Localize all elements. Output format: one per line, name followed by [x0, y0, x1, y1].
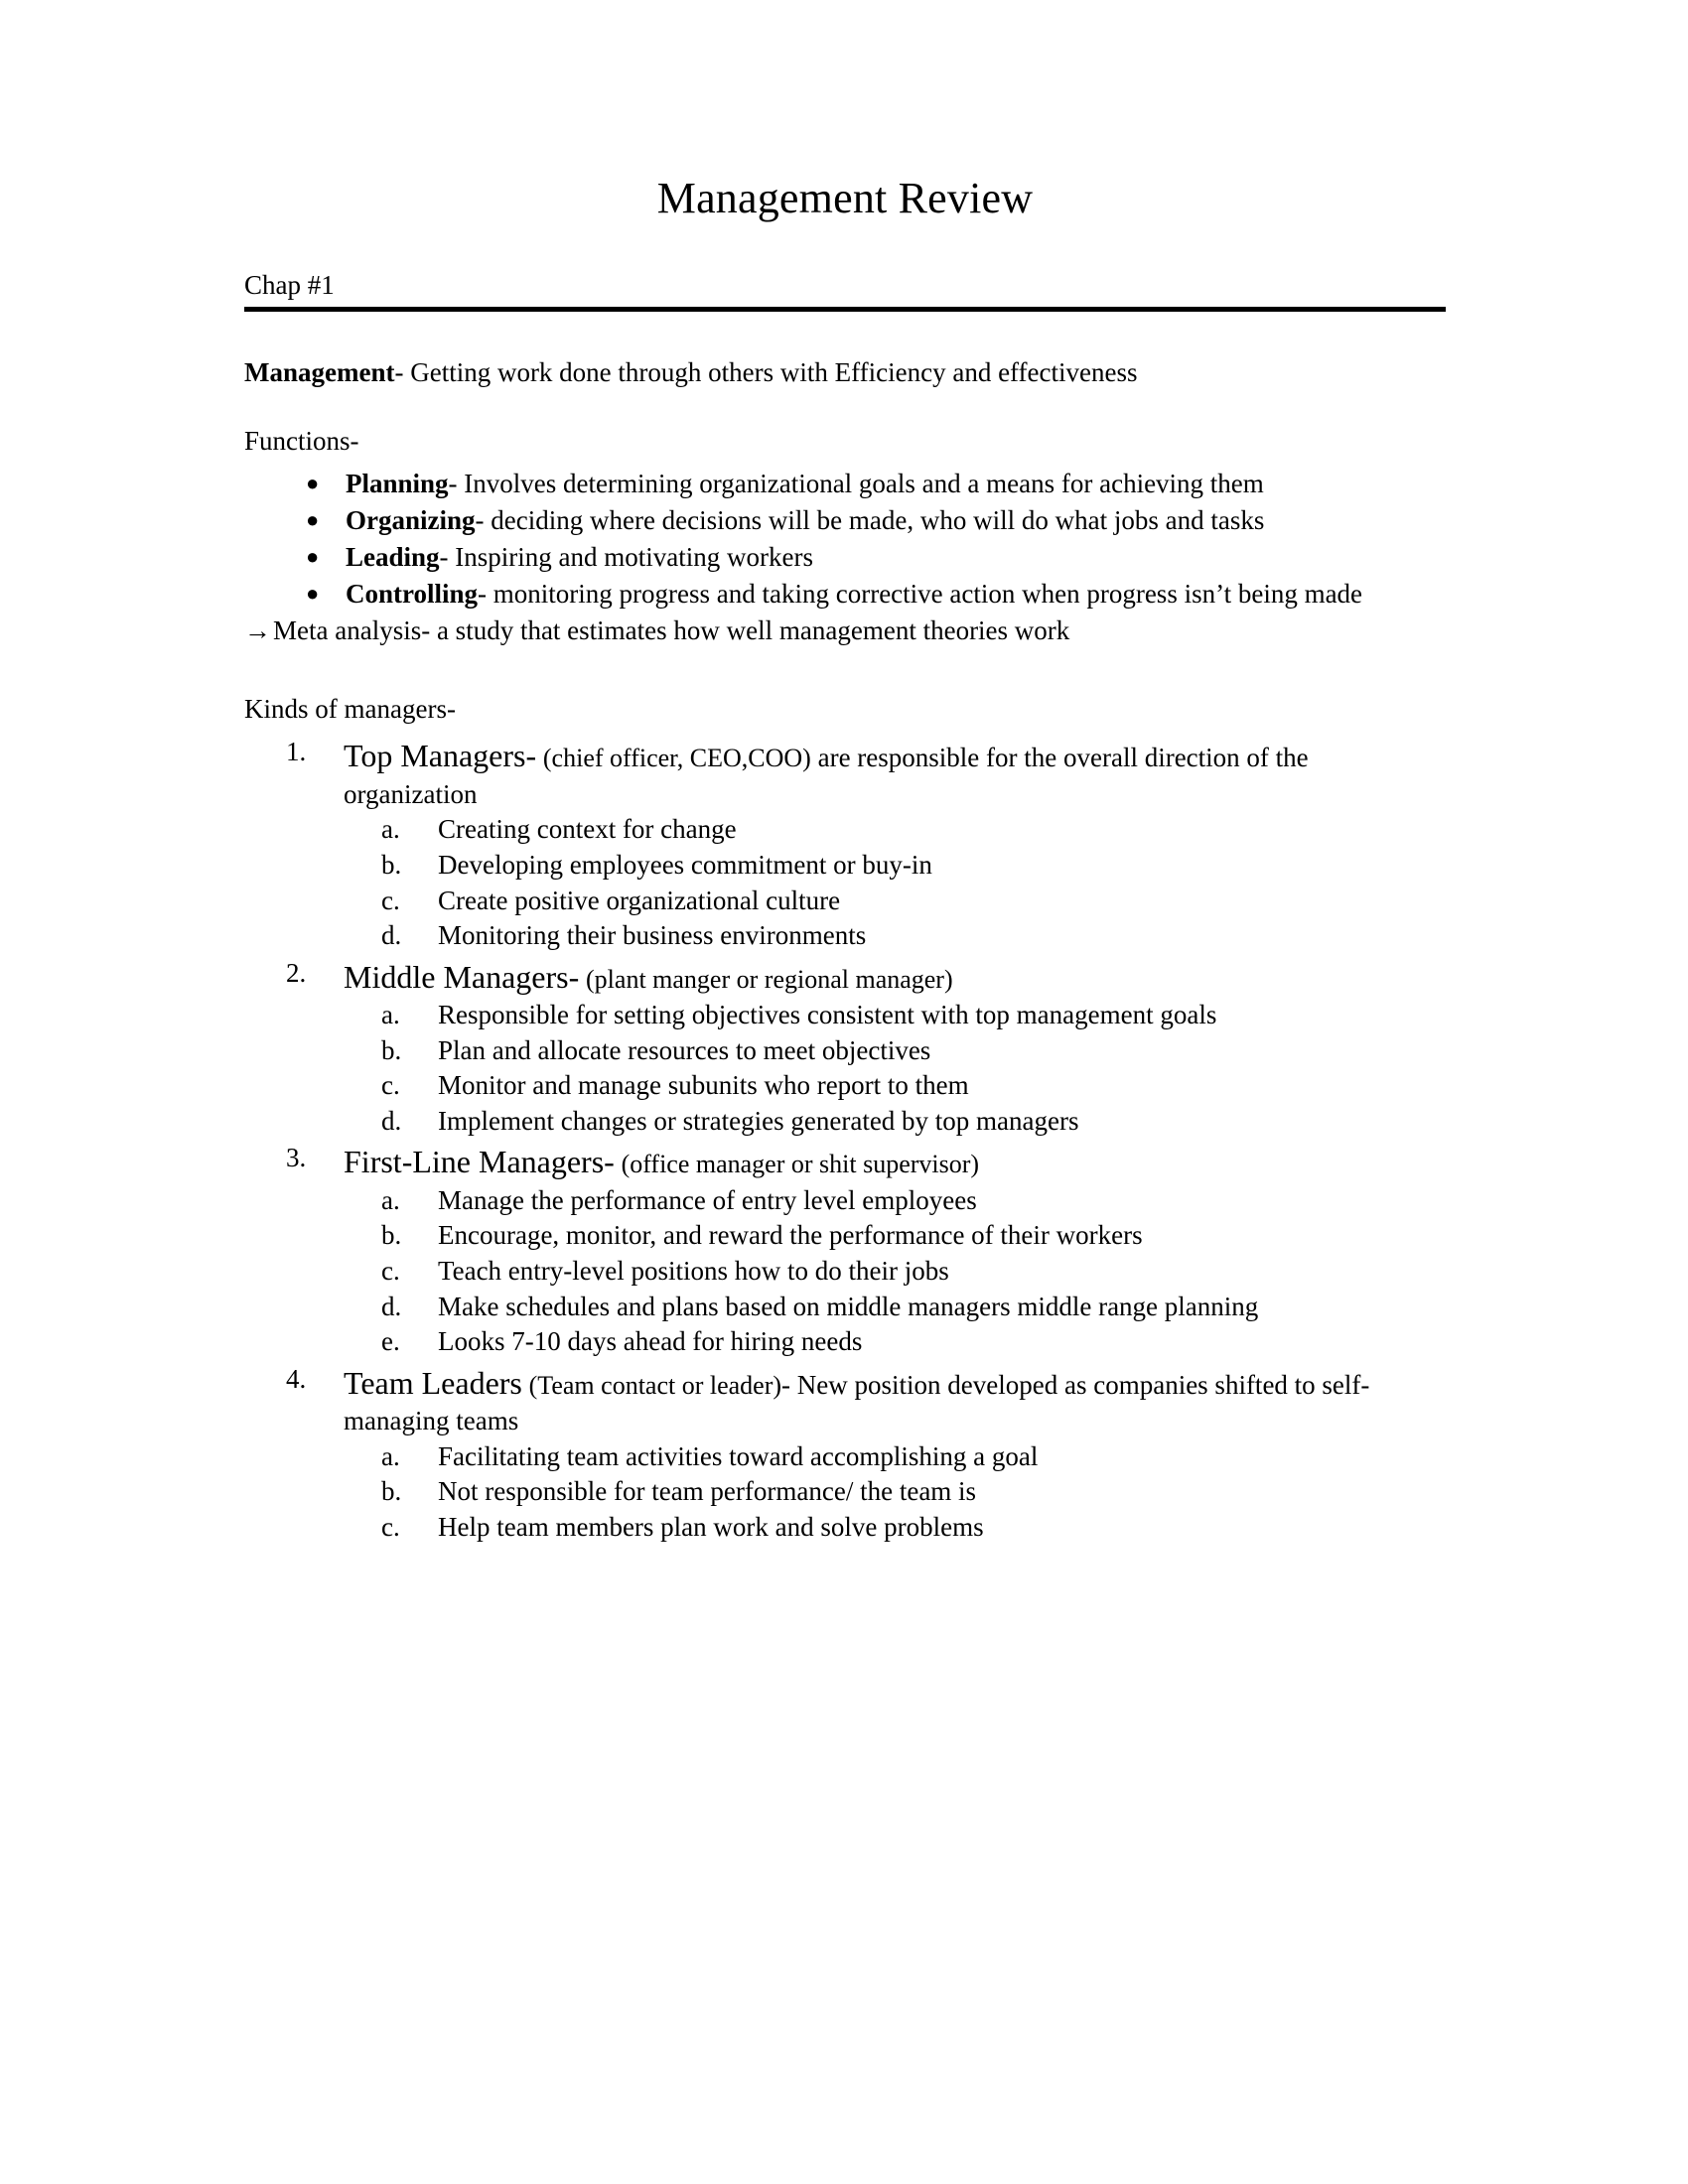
list-item	[344, 1183, 1446, 1219]
list-item	[244, 503, 1446, 538]
manager-kind-item	[244, 1362, 1446, 1546]
item-number: 4.	[286, 1363, 307, 1394]
list-item	[244, 540, 1446, 575]
section-spacer	[244, 656, 1446, 692]
list-item	[244, 577, 1446, 612]
manager-kind-detail: (chief officer, CEO,COO)	[542, 744, 811, 773]
list-item	[344, 1218, 1446, 1254]
sub-item-letter: b.	[381, 1476, 402, 1507]
item-number: 3.	[286, 1143, 307, 1173]
sub-item-letter: c.	[381, 1511, 400, 1542]
sub-item-letter: b.	[381, 1034, 402, 1065]
manager-kind-subitems	[344, 812, 1446, 954]
manager-kind-title: Middle Managers-	[344, 958, 580, 995]
manager-kind-subitems	[344, 1183, 1446, 1360]
kinds-of-managers-list	[244, 735, 1446, 1545]
sub-item-letter: d.	[381, 1291, 402, 1321]
manager-kind-heading	[344, 735, 1446, 812]
manager-kind-rest: - New position developed as companies shifted to self-managing teams	[344, 1369, 1370, 1436]
manager-kind-item	[244, 735, 1446, 953]
manager-kind-detail: (Team contact or leader)	[528, 1370, 782, 1400]
item-number: 2.	[286, 957, 307, 988]
function-term: Controlling	[346, 579, 479, 610]
chapter-label: Chap #1	[244, 269, 335, 300]
sub-item-letter: d.	[381, 1105, 402, 1136]
chapter-heading-block	[244, 270, 1446, 312]
sub-item-text: Manage the performance of entry level employees	[438, 1184, 977, 1215]
sub-item-text: Creating context for change	[438, 814, 737, 845]
sub-item-letter: a.	[381, 814, 400, 845]
manager-kind-detail: (office manager or shit supervisor)	[621, 1150, 980, 1179]
management-term: Management	[244, 356, 395, 387]
sub-item-text: Responsible for setting objectives consistent with top management goals	[438, 999, 1217, 1029]
function-text: - deciding where decisions will be made, who will do what jobs and tasks	[475, 504, 1265, 535]
function-term: Organizing	[346, 504, 476, 535]
function-term: Planning	[346, 468, 449, 498]
bullet-icon: ●	[306, 544, 320, 570]
sub-item-letter: e.	[381, 1326, 400, 1357]
list-item	[344, 848, 1446, 884]
sub-item-letter: c.	[381, 1070, 400, 1101]
manager-kind-title: Top Managers-	[344, 738, 537, 774]
sub-item-text: Create positive organizational culture	[438, 885, 841, 915]
list-item	[344, 1033, 1446, 1069]
item-number: 1.	[286, 737, 307, 767]
functions-list	[244, 467, 1446, 612]
sub-item-letter: d.	[381, 920, 402, 951]
management-definition-text: - Getting work done through others with Efficiency and effectiveness	[394, 356, 1138, 387]
kinds-of-managers-heading: Kinds of managers-	[244, 694, 456, 725]
document-body	[244, 174, 1446, 1548]
bullet-icon: ●	[306, 506, 320, 532]
list-item	[344, 1439, 1446, 1475]
list-item	[344, 1104, 1446, 1140]
bullet-icon: ●	[306, 581, 320, 607]
function-text: - Inspiring and motivating workers	[439, 542, 813, 573]
manager-kind-subitems	[344, 998, 1446, 1140]
sub-item-letter: b.	[381, 1220, 402, 1251]
sub-item-letter: a.	[381, 999, 400, 1029]
list-item	[344, 1510, 1446, 1546]
list-item	[344, 812, 1446, 848]
sub-item-text: Plan and allocate resources to meet objectives	[438, 1034, 931, 1065]
bullet-icon: ●	[306, 470, 320, 495]
manager-kind-title: Team Leaders	[344, 1364, 522, 1401]
function-text: - monitoring progress and taking corrective action when progress isn’t being made	[478, 579, 1363, 610]
list-item	[344, 1474, 1446, 1510]
sub-item-text: Developing employees commitment or buy-in	[438, 849, 932, 880]
sub-item-text: Monitoring their business environments	[438, 920, 867, 951]
sub-item-text: Monitor and manage subunits who report to them	[438, 1070, 969, 1101]
sub-item-text: Looks 7-10 days ahead for hiring needs	[438, 1326, 863, 1357]
sub-item-letter: b.	[381, 849, 402, 880]
manager-kind-heading	[344, 1362, 1446, 1439]
functions-heading: Functions-	[244, 425, 359, 456]
list-item	[344, 884, 1446, 919]
manager-kind-subitems	[344, 1439, 1446, 1546]
manager-kind-detail: (plant manger or regional manager)	[586, 964, 953, 994]
list-item	[344, 1290, 1446, 1325]
sub-item-letter: c.	[381, 885, 400, 915]
sub-item-letter: a.	[381, 1184, 400, 1215]
function-text: - Involves determining organizational goals and a means for achieving them	[448, 468, 1264, 498]
page-title: Management Review	[656, 174, 1034, 222]
sub-item-text: Not responsible for team performance/ the team is	[438, 1476, 977, 1507]
manager-kind-item	[244, 956, 1446, 1140]
arrow-right-icon: →	[244, 615, 271, 646]
function-term: Leading	[346, 542, 440, 573]
list-item	[344, 918, 1446, 954]
horizontal-rule	[244, 307, 1446, 312]
sub-item-text: Facilitating team activities toward accomplishing a goal	[438, 1440, 1039, 1471]
sub-item-text: Encourage, monitor, and reward the performance of their workers	[438, 1220, 1143, 1251]
manager-kind-rest: are responsible for the overall direction of the organization	[344, 743, 1309, 809]
list-item	[344, 998, 1446, 1033]
meta-analysis-text: Meta analysis- a study that estimates how well management theories work	[273, 615, 1070, 646]
manager-kind-heading	[344, 956, 1446, 998]
sub-item-text: Implement changes or strategies generated by top managers	[438, 1105, 1079, 1136]
sub-item-text: Make schedules and plans based on middle managers middle range planning	[438, 1291, 1259, 1321]
meta-analysis-note	[244, 614, 1446, 648]
manager-kind-title: First-Line Managers-	[344, 1144, 615, 1180]
manager-kind-heading	[344, 1141, 1446, 1182]
management-definition	[244, 355, 1446, 390]
list-item	[344, 1254, 1446, 1290]
list-item	[344, 1068, 1446, 1104]
list-item	[244, 467, 1446, 501]
sub-item-text: Teach entry-level positions how to do their jobs	[438, 1255, 949, 1286]
sub-item-letter: c.	[381, 1255, 400, 1286]
list-item	[344, 1324, 1446, 1360]
sub-item-letter: a.	[381, 1440, 400, 1471]
sub-item-text: Help team members plan work and solve problems	[438, 1511, 984, 1542]
manager-kind-item	[244, 1141, 1446, 1359]
